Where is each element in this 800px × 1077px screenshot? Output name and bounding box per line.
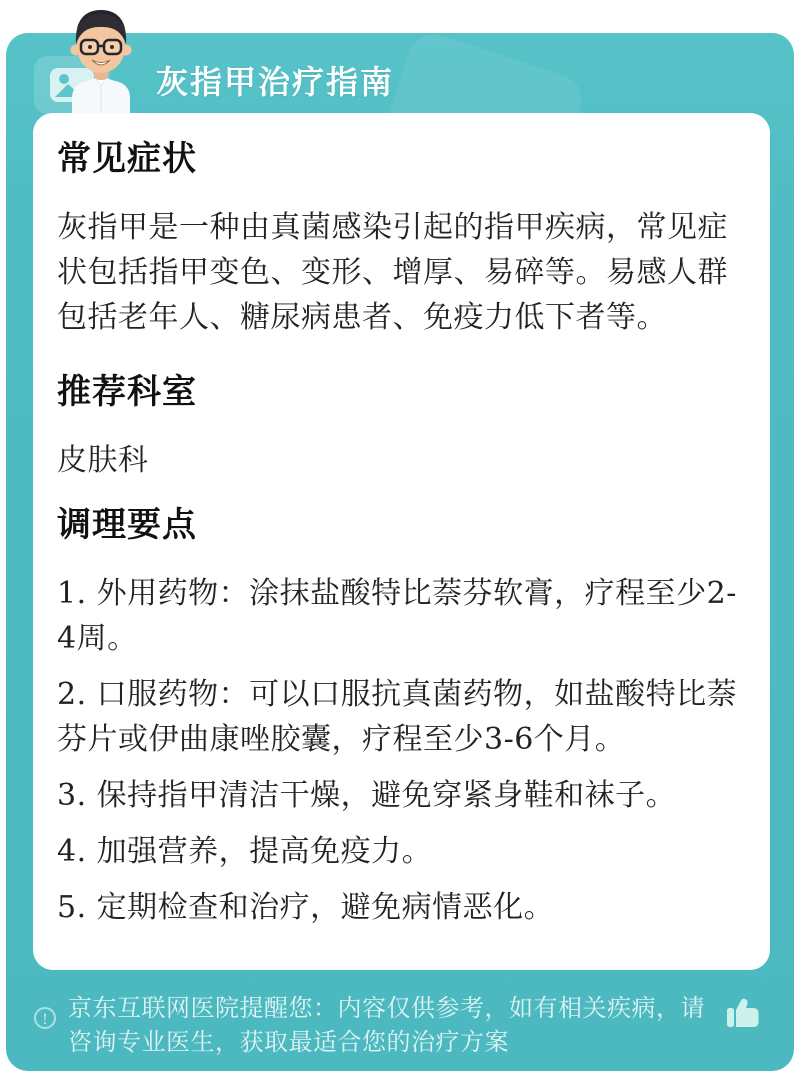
section-heading-symptoms: 常见症状: [57, 139, 197, 179]
symptoms-paragraph: 灰指甲是一种由真菌感染引起的指甲疾病，常见症状包括指甲变色、变形、增厚、易碎等。易感人群包括老年人、糖尿病患者、免疫力低下者等。: [57, 210, 728, 335]
page-title: 灰指甲治疗指南: [156, 63, 395, 101]
section-heading-care: 调理要点: [57, 505, 197, 545]
info-icon: !: [34, 1007, 56, 1029]
list-item-number: 5.: [57, 890, 87, 925]
department-value: 皮肤科: [57, 443, 149, 478]
section-heading-department: 推荐科室: [57, 372, 197, 412]
thumbs-up-icon[interactable]: [724, 995, 762, 1031]
disclaimer-text: 京东互联网医院提醒您：内容仅供参考，如有相关疾病，请咨询专业医生，获取最适合您的治疗方案: [68, 994, 705, 1056]
list-item: [57, 885, 750, 930]
list-item-number: 3.: [57, 778, 87, 813]
list-item: [57, 829, 750, 874]
list-item-text: 口服药物：可以口服抗真菌药物，如盐酸特比萘芬片或伊曲康唑胶囊，疗程至少3-6个月。: [57, 677, 738, 757]
list-item-text: 加强营养，提高免疫力。: [96, 834, 433, 869]
content-card: [33, 113, 770, 970]
list-item: [57, 571, 750, 661]
list-item-text: 定期检查和治疗，避免病情恶化。: [96, 890, 555, 925]
list-item-text: 保持指甲清洁干燥，避免穿紧身鞋和袜子。: [96, 778, 677, 813]
teal-panel: [6, 33, 794, 1071]
list-item-number: 1.: [57, 576, 87, 611]
list-item: [57, 672, 750, 762]
list-item-text: 外用药物：涂抹盐酸特比萘芬软膏，疗程至少2-4周。: [57, 576, 737, 656]
care-points-list: [57, 571, 750, 930]
list-item: [57, 773, 750, 818]
doctor-avatar: [54, 0, 148, 115]
list-item-number: 2.: [57, 677, 87, 712]
list-item-number: 4.: [57, 834, 87, 869]
